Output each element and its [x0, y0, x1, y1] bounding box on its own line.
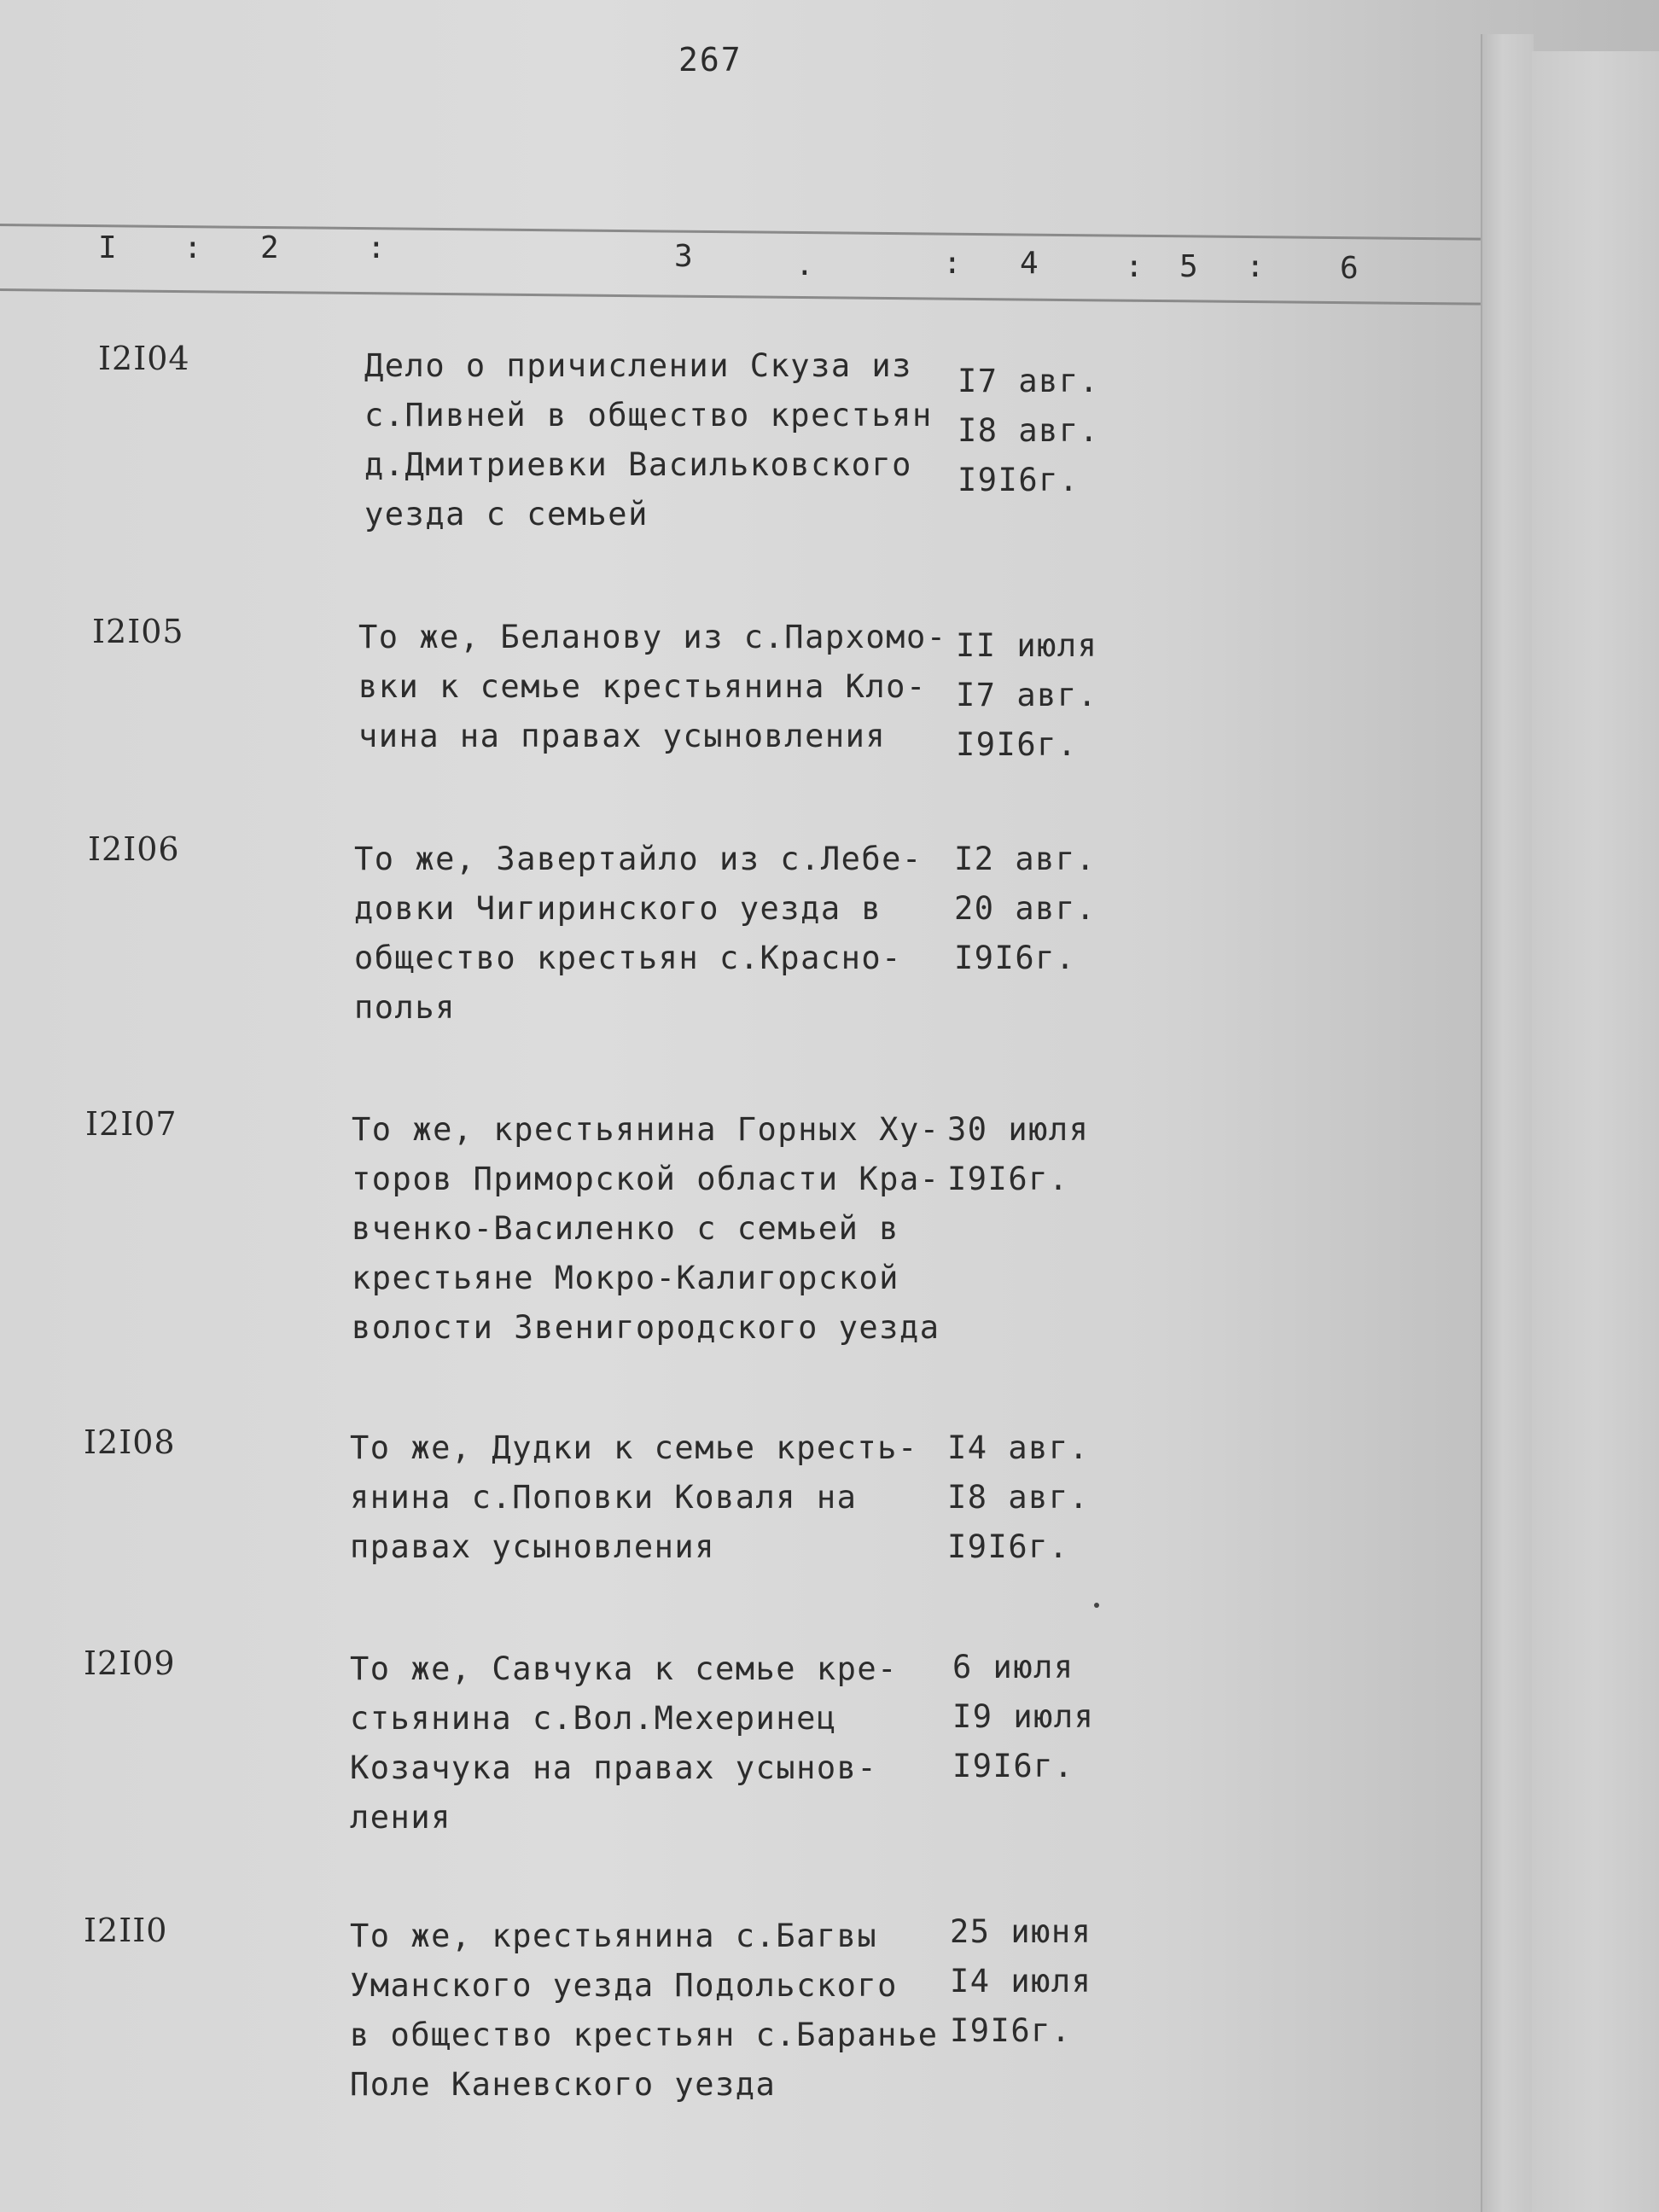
description-line: чина на правах усыновления: [358, 718, 887, 754]
description-line: ления: [350, 1799, 451, 1836]
column-headers: [0, 230, 1481, 290]
description-line: волости Звенигородского уезда: [352, 1309, 940, 1346]
description-line: полья: [354, 989, 456, 1026]
date-line: I4 авг.: [947, 1429, 1090, 1466]
entry-number: I2I08: [84, 1423, 176, 1461]
description-line: янина с.Поповки Коваля на: [350, 1479, 858, 1516]
description-line: правах усыновления: [350, 1528, 715, 1565]
description-line: То же, Дудки к семье кресть-: [350, 1429, 918, 1466]
entry-dates: [947, 1105, 1089, 1204]
entry-dates: [956, 621, 1097, 770]
description-line: крестьяне Мокро-Калигорской: [352, 1260, 899, 1296]
description-line: торов Приморской области Кра-: [352, 1161, 940, 1197]
entry-dates: [958, 357, 1099, 505]
description-line: вки к семье крестьянина Кло-: [358, 668, 927, 705]
col-header-3: 3: [674, 239, 693, 274]
description-line: То же, крестьянина с.Багвы: [350, 1918, 878, 1954]
description-line: То же, Савчука к семье кре-: [350, 1650, 898, 1687]
col-header-sep: :: [943, 246, 962, 281]
date-line: I9I6г.: [956, 726, 1078, 763]
date-line: I9I6г.: [958, 462, 1080, 498]
entry-number: I2I07: [85, 1105, 178, 1143]
description-line: То же, Завертайло из с.Лебе-: [354, 841, 923, 877]
entry-description: [350, 1644, 898, 1842]
col-header-sep: :: [1125, 249, 1144, 284]
page-number: 267: [678, 41, 742, 79]
date-line: 30 июля: [947, 1111, 1090, 1148]
description-line: То же, Беланову из с.Пархомо-: [358, 619, 947, 655]
date-line: I9I6г.: [952, 1748, 1074, 1784]
col-header-2: 2: [260, 230, 279, 265]
date-line: 6 июля: [952, 1649, 1074, 1685]
description-line: Дело о причислении Скуза из: [364, 347, 912, 384]
page-edge: [1481, 34, 1534, 2212]
paper-speck: [1094, 1603, 1099, 1608]
col-header-4: 4: [1020, 246, 1039, 281]
entry-number: I2II0: [84, 1912, 168, 1949]
header-rule-bottom: [0, 288, 1481, 306]
entry-dates: [954, 835, 1096, 983]
date-line: I2 авг.: [954, 841, 1097, 877]
date-line: I8 авг.: [947, 1479, 1090, 1516]
description-line: уезда с семьей: [364, 496, 649, 533]
date-line: II июля: [956, 627, 1098, 664]
date-line: I4 июля: [950, 1963, 1092, 2000]
date-line: I9I6г.: [947, 1528, 1069, 1565]
entry-number: I2I06: [88, 830, 180, 868]
date-line: I9 июля: [952, 1698, 1095, 1735]
entry-description: [350, 1423, 918, 1572]
entry-dates: [947, 1423, 1089, 1572]
col-header-6: 6: [1340, 251, 1359, 286]
col-header-5: 5: [1179, 249, 1198, 284]
page-edge-shadow: [1532, 51, 1659, 2212]
description-line: довки Чигиринского уезда в: [354, 890, 882, 927]
date-line: I8 авг.: [958, 412, 1100, 449]
description-line: общество крестьян с.Красно-: [354, 940, 902, 976]
description-line: То же, крестьянина Горных Ху-: [352, 1111, 940, 1148]
entry-number: I2I09: [84, 1644, 176, 1682]
entry-dates: [950, 1907, 1091, 2056]
col-header-sep: :: [367, 230, 386, 265]
date-line: I7 авг.: [958, 363, 1100, 399]
date-line: 20 авг.: [954, 890, 1097, 927]
entry-description: [350, 1912, 939, 2110]
col-header-sep: :: [183, 230, 202, 265]
entry-description: [352, 1105, 940, 1353]
entry-description: [364, 341, 933, 539]
entry-number: I2I05: [92, 613, 184, 650]
description-line: Уманского уезда Подольского: [350, 1967, 898, 2004]
entry-description: [354, 835, 923, 1033]
description-line: в общество крестьян с.Баранье: [350, 2017, 939, 2053]
col-header-1: I: [98, 230, 117, 265]
description-line: с.Пивней в общество крестьян: [364, 397, 933, 434]
entry-description: [358, 613, 947, 761]
description-line: д.Дмитриевки Васильковского: [364, 446, 912, 483]
description-line: стьянина с.Вол.Мехеринец: [350, 1700, 837, 1737]
date-line: I7 авг.: [956, 677, 1098, 713]
col-header-sep: :: [1246, 249, 1265, 284]
entry-number: I2I04: [98, 340, 190, 377]
description-line: вченко-Василенко с семьей в: [352, 1210, 899, 1247]
description-line: Козачука на правах усынов-: [350, 1749, 878, 1786]
date-line: I9I6г.: [950, 2012, 1072, 2049]
entry-dates: [952, 1643, 1094, 1791]
col-header-dot: .: [795, 247, 814, 282]
date-line: 25 июня: [950, 1913, 1092, 1950]
description-line: Поле Каневского уезда: [350, 2066, 777, 2103]
date-line: I9I6г.: [947, 1161, 1069, 1197]
date-line: I9I6г.: [954, 940, 1076, 976]
